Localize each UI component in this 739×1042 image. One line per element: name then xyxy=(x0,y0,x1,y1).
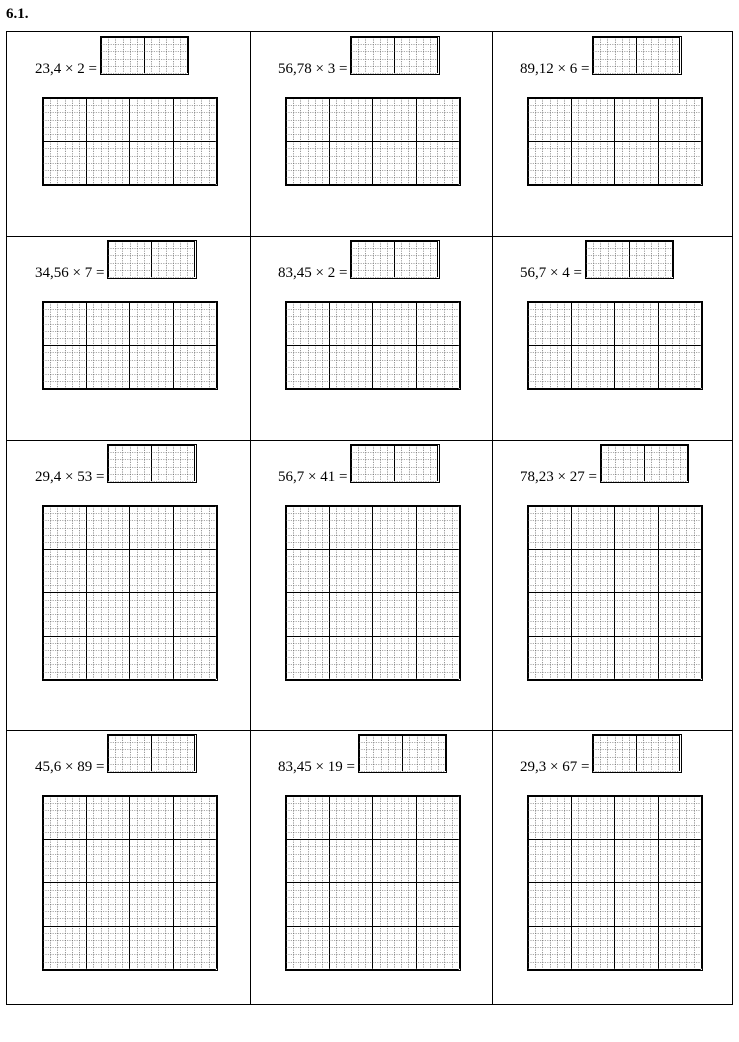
working-grid[interactable] xyxy=(527,301,703,390)
multiplication-expression: 83,45 × 19 = xyxy=(278,759,355,775)
exercise-cell xyxy=(492,32,734,236)
working-grid[interactable] xyxy=(527,505,703,681)
answer-box[interactable] xyxy=(358,734,447,773)
answer-box[interactable] xyxy=(100,36,189,75)
working-grid[interactable] xyxy=(285,505,461,681)
multiplication-expression: 29,3 × 67 = xyxy=(520,759,590,775)
answer-box[interactable] xyxy=(350,36,439,75)
answer-box[interactable] xyxy=(592,36,681,75)
exercise-cell xyxy=(7,236,250,440)
working-grid[interactable] xyxy=(42,505,218,681)
multiplication-expression: 29,4 × 53 = xyxy=(35,469,105,485)
answer-box[interactable] xyxy=(107,240,196,279)
exercise-cell xyxy=(492,730,734,1006)
answer-box[interactable] xyxy=(107,444,196,483)
working-grid[interactable] xyxy=(285,301,461,390)
multiplication-expression: 89,12 × 6 = xyxy=(520,61,590,77)
working-grid[interactable] xyxy=(527,795,703,971)
answer-box[interactable] xyxy=(107,734,196,773)
multiplication-expression: 45,6 × 89 = xyxy=(35,759,105,775)
answer-box[interactable] xyxy=(592,734,681,773)
multiplication-expression: 83,45 × 2 = xyxy=(278,265,348,281)
multiplication-expression: 56,7 × 4 = xyxy=(520,265,582,281)
exercise-cell xyxy=(250,730,492,1006)
exercise-cell xyxy=(250,440,492,730)
working-grid[interactable] xyxy=(42,301,218,390)
multiplication-expression: 56,78 × 3 = xyxy=(278,61,348,77)
multiplication-expression: 56,7 × 41 = xyxy=(278,469,348,485)
exercise-cell xyxy=(492,440,734,730)
exercise-cell xyxy=(7,32,250,236)
working-grid[interactable] xyxy=(285,97,461,186)
multiplication-expression: 78,23 × 27 = xyxy=(520,469,597,485)
working-grid[interactable] xyxy=(285,795,461,971)
working-grid[interactable] xyxy=(527,97,703,186)
multiplication-expression: 23,4 × 2 = xyxy=(35,61,97,77)
working-grid[interactable] xyxy=(42,97,218,186)
exercise-cell xyxy=(7,730,250,1006)
answer-box[interactable] xyxy=(350,240,439,279)
answer-box[interactable] xyxy=(600,444,689,483)
exercise-number: 6.1. xyxy=(6,6,29,22)
multiplication-expression: 34,56 × 7 = xyxy=(35,265,105,281)
working-grid[interactable] xyxy=(42,795,218,971)
exercise-table xyxy=(6,31,733,1005)
answer-box[interactable] xyxy=(350,444,439,483)
exercise-cell xyxy=(250,236,492,440)
exercise-cell xyxy=(250,32,492,236)
exercise-cell xyxy=(7,440,250,730)
answer-box[interactable] xyxy=(585,240,674,279)
exercise-cell xyxy=(492,236,734,440)
